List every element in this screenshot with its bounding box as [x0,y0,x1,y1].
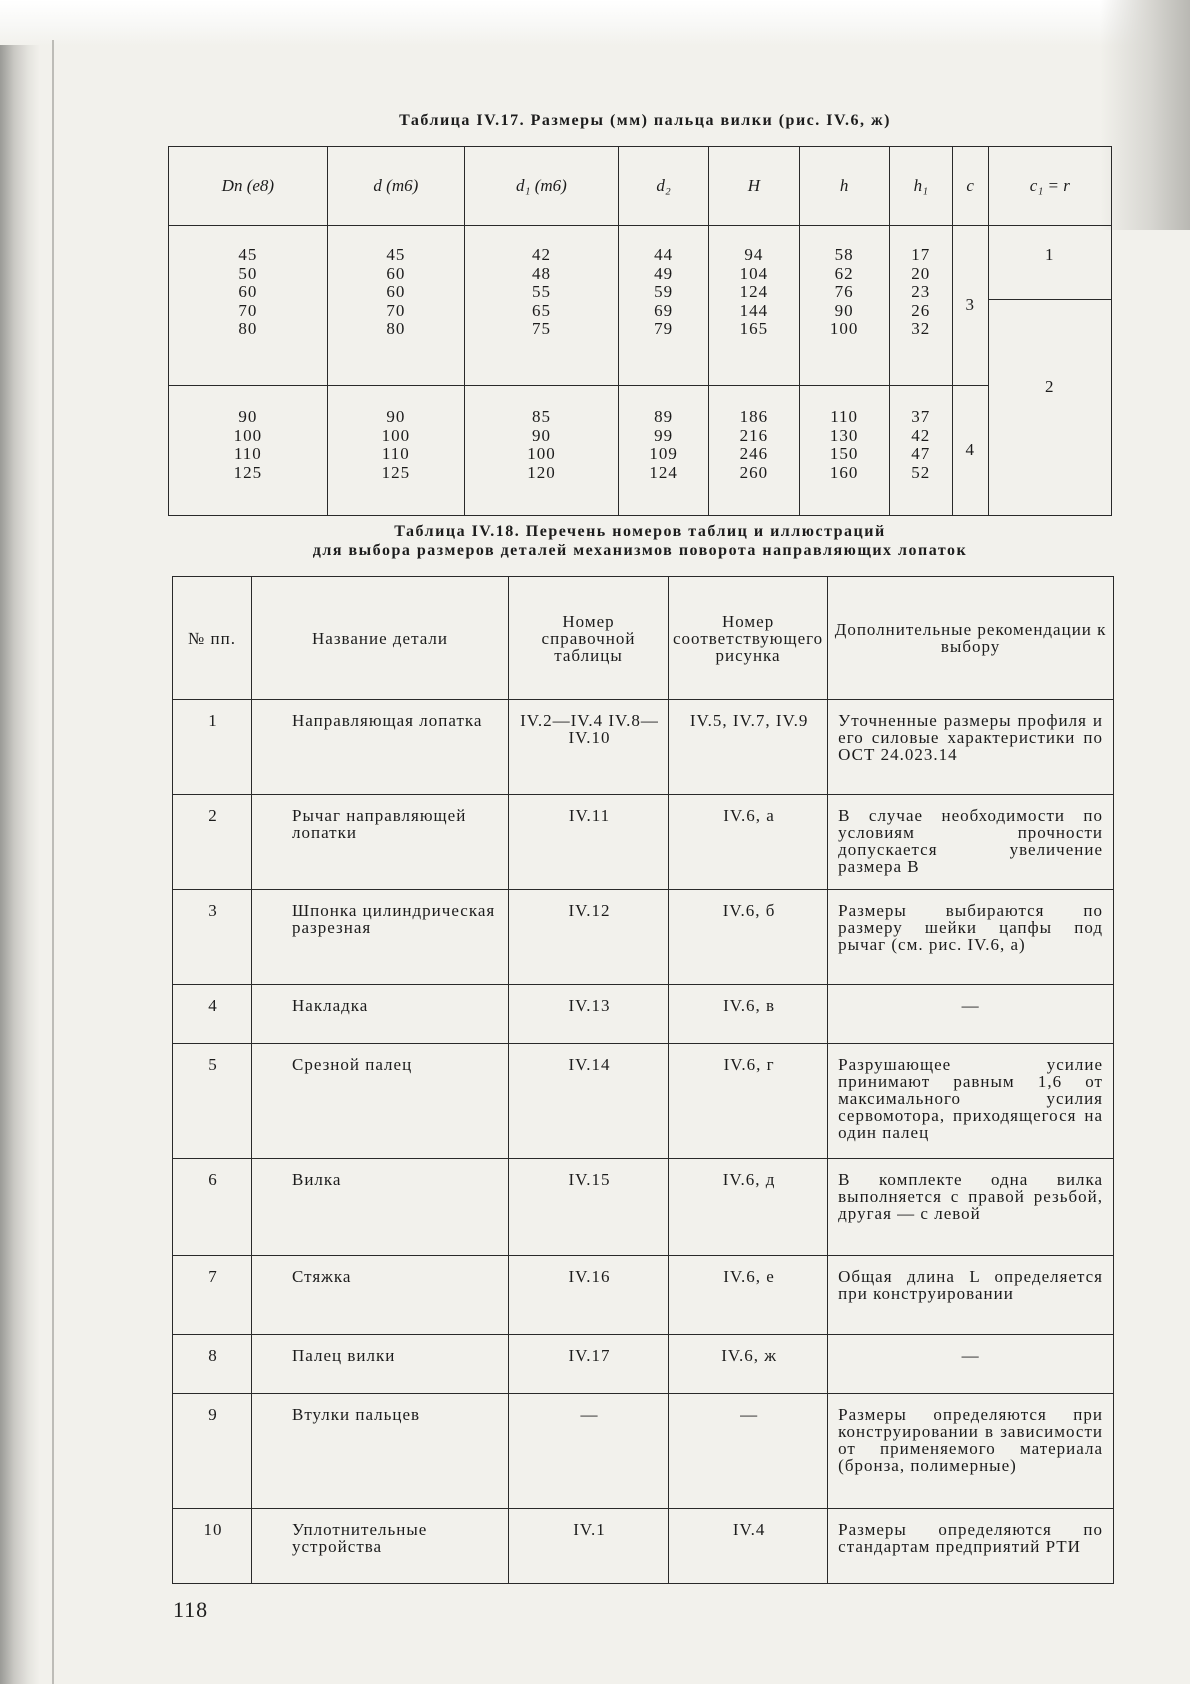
header-table-no: Номер справочной таблицы [509,577,669,700]
row-num: 8 [173,1335,252,1394]
row-recommendation: Разрушающее усилие принимают равным 1,6 от максимального усилия сервомотора, приходящегося на один палец [828,1044,1114,1159]
cell-value: 69 [654,300,674,320]
g1-c: 3 [952,226,988,386]
cell-value: 100 [381,425,411,445]
g1-dp [169,226,328,386]
cell-value: 70 [238,300,258,320]
cell-value: 65 [531,300,551,320]
cell-value: 17 [911,245,931,264]
g2-d1 [464,386,618,516]
cell-value: 32 [911,319,931,339]
g1-h-upper [709,226,799,386]
cell-value: 45 [386,245,406,264]
cell-value: 110 [830,407,859,426]
cell-value: 99 [654,425,674,445]
table-18-caption [150,522,1130,560]
row-figure: IV.6, д [669,1159,828,1256]
cell-value: 144 [739,300,769,320]
row-recommendation: В случае необходимости по условиям прочности допускается увеличение размера B [828,795,1114,890]
cell-value: 60 [386,263,406,283]
cell-value: 150 [829,444,859,464]
cell-value: 49 [654,263,674,283]
cell-value: 120 [527,462,556,482]
g2-c: 4 [952,386,988,516]
header-recommend: Дополнительные рекомендации к выбору [828,577,1114,700]
row-name: Палец вилки [252,1335,509,1394]
table-17-group-1 [169,226,1112,300]
row-num: 7 [173,1256,252,1335]
row-table: IV.11 [509,795,669,890]
header-name: Название детали [252,577,509,700]
cell-value: 125 [233,462,263,482]
cell-value: 55 [531,282,551,302]
row-num: 6 [173,1159,252,1256]
cell-value: 37 [911,407,931,426]
row-num: 5 [173,1044,252,1159]
cell-value: 246 [739,444,769,464]
cell-value: 260 [739,462,769,482]
table-17-header-row [169,147,1112,226]
header-h-upper: H [709,147,799,226]
row-recommendation: — [828,985,1114,1044]
cell-value: 79 [654,319,674,339]
row-figure: IV.6, а [669,795,828,890]
row-figure: IV.5, IV.7, IV.9 [669,700,828,795]
cell-value: 89 [654,407,674,426]
g2-d2 [618,386,708,516]
row-num: 3 [173,890,252,985]
table-18-caption-line-2: для выбора размеров деталей механизмов поворота направляющих лопаток [312,542,968,559]
row-figure: — [669,1394,828,1509]
cell-value: 90 [386,407,406,426]
cell-value: 20 [911,263,931,283]
cell-value: 85 [531,407,551,426]
row-num: 10 [173,1509,252,1584]
cell-value: 165 [739,319,769,339]
book-binding-shadow [0,45,40,1684]
c1-value-1: 1 [988,226,1111,300]
g1-h1 [889,226,952,386]
cell-value: 100 [527,444,556,464]
cell-value: 80 [238,319,258,339]
row-table: IV.15 [509,1159,669,1256]
row-recommendation: Размеры определяются по стандартам предприятий РТИ [828,1509,1114,1584]
header-c: c [952,147,988,226]
row-figure: IV.6, г [669,1044,828,1159]
header-d: d (m6) [327,147,464,226]
row-table: IV.1 [509,1509,669,1584]
cell-value: 62 [834,263,854,283]
row-name: Стяжка [252,1256,509,1335]
cell-value: 100 [233,425,263,445]
cell-value: 124 [649,462,678,482]
table-row [173,795,1114,890]
row-num: 2 [173,795,252,890]
row-table: IV.14 [509,1044,669,1159]
table-17-caption: Таблица IV.17. Размеры (мм) пальца вилки (рис. IV.6, ж) [399,112,891,129]
g1-h [799,226,889,386]
cell-value: 94 [744,245,764,264]
table-row [173,1159,1114,1256]
cell-value: 44 [654,245,674,264]
header-d2: d₂ [618,147,708,226]
row-name: Срезной палец [252,1044,509,1159]
cell-value: 216 [739,425,769,445]
g2-h [799,386,889,516]
table-row [173,890,1114,985]
table-row [173,985,1114,1044]
row-recommendation: — [828,1335,1114,1394]
header-d1: d₁ (m6) [464,147,618,226]
header-c1: c₁ = r [988,147,1111,226]
cell-value: 110 [233,444,262,464]
cell-value: 42 [531,245,551,264]
row-figure: IV.6, ж [669,1335,828,1394]
binding-line [52,40,54,1684]
row-name: Шпонка цилиндрическая разрезная [252,890,509,985]
row-figure: IV.6, е [669,1256,828,1335]
cell-value: 50 [238,263,258,283]
c1-value-2: 2 [988,300,1111,516]
cell-value: 60 [386,282,406,302]
header-num: № пп. [173,577,252,700]
row-table: IV.13 [509,985,669,1044]
row-num: 1 [173,700,252,795]
row-recommendation: Уточненные размеры профиля и его силовые характеристики по ОСТ 24.023.14 [828,700,1114,795]
cell-value: 70 [386,300,406,320]
row-table: IV.17 [509,1335,669,1394]
cell-value: 59 [654,282,674,302]
cell-value: 160 [829,462,859,482]
row-table: IV.16 [509,1256,669,1335]
header-dp: Dп (e8) [169,147,328,226]
row-table: IV.12 [509,890,669,985]
row-figure: IV.6, б [669,890,828,985]
cell-value: 75 [531,319,551,339]
table-17 [168,146,1112,516]
table-row [173,1509,1114,1584]
cell-value: 47 [911,444,931,464]
row-num: 9 [173,1394,252,1509]
cell-value: 58 [834,245,854,264]
cell-value: 104 [739,263,769,283]
cell-value: 124 [739,282,769,302]
cell-value: 45 [238,245,258,264]
table-row [173,700,1114,795]
row-name: Направляющая лопатка [252,700,509,795]
cell-value: 26 [911,300,931,320]
table-row [173,1256,1114,1335]
row-name: Втулки пальцев [252,1394,509,1509]
row-table: IV.2—IV.4 IV.8—IV.10 [509,700,669,795]
cell-value: 110 [381,444,410,464]
page-number: 118 [173,1597,209,1622]
row-figure: IV.4 [669,1509,828,1584]
table-18-header-row [173,577,1114,700]
cell-value: 48 [531,263,551,283]
g2-h-upper [709,386,799,516]
table-17-group-2 [169,386,1112,516]
table-row [173,1044,1114,1159]
row-recommendation: Общая длина L определяется при конструировании [828,1256,1114,1335]
table-18-caption-line-1: Таблица IV.18. Перечень номеров таблиц и иллюстраций [394,523,886,540]
header-figure-no: Номер соответствующего рисунка [669,577,828,700]
cell-value: 90 [531,425,551,445]
g2-h1 [889,386,952,516]
header-h: h [799,147,889,226]
cell-value: 76 [834,282,854,302]
header-h1: h₁ [889,147,952,226]
row-name: Рычаг направляющей лопатки [252,795,509,890]
cell-value: 60 [238,282,258,302]
cell-value: 125 [381,462,411,482]
row-name: Вилка [252,1159,509,1256]
cell-value: 186 [739,407,769,426]
row-recommendation: Размеры определяются при конструировании в зависимости от применяемого материала (бронза, полимерные) [828,1394,1114,1509]
row-figure: IV.6, в [669,985,828,1044]
cell-value: 109 [649,444,678,464]
row-recommendation: Размеры выбираются по размеру шейки цапфы под рычаг (см. рис. IV.6, а) [828,890,1114,985]
g1-d2 [618,226,708,386]
row-name: Уплотнительные устройства [252,1509,509,1584]
cell-value: 80 [386,319,406,339]
row-table: — [509,1394,669,1509]
g1-d1 [464,226,618,386]
g2-dp [169,386,328,516]
g2-d [327,386,464,516]
row-name: Накладка [252,985,509,1044]
cell-value: 100 [829,319,859,339]
cell-value: 52 [911,462,931,482]
row-recommendation: В комплекте одна вилка выполняется с правой резьбой, другая — с левой [828,1159,1114,1256]
cell-value: 90 [238,407,258,426]
cell-value: 23 [911,282,931,302]
table-18 [172,576,1114,1584]
row-num: 4 [173,985,252,1044]
cell-value: 90 [834,300,854,320]
cell-value: 130 [829,425,859,445]
cell-value: 42 [911,425,931,445]
g1-d [327,226,464,386]
table-row [173,1335,1114,1394]
table-row [173,1394,1114,1509]
page-top-edge [0,0,1190,46]
